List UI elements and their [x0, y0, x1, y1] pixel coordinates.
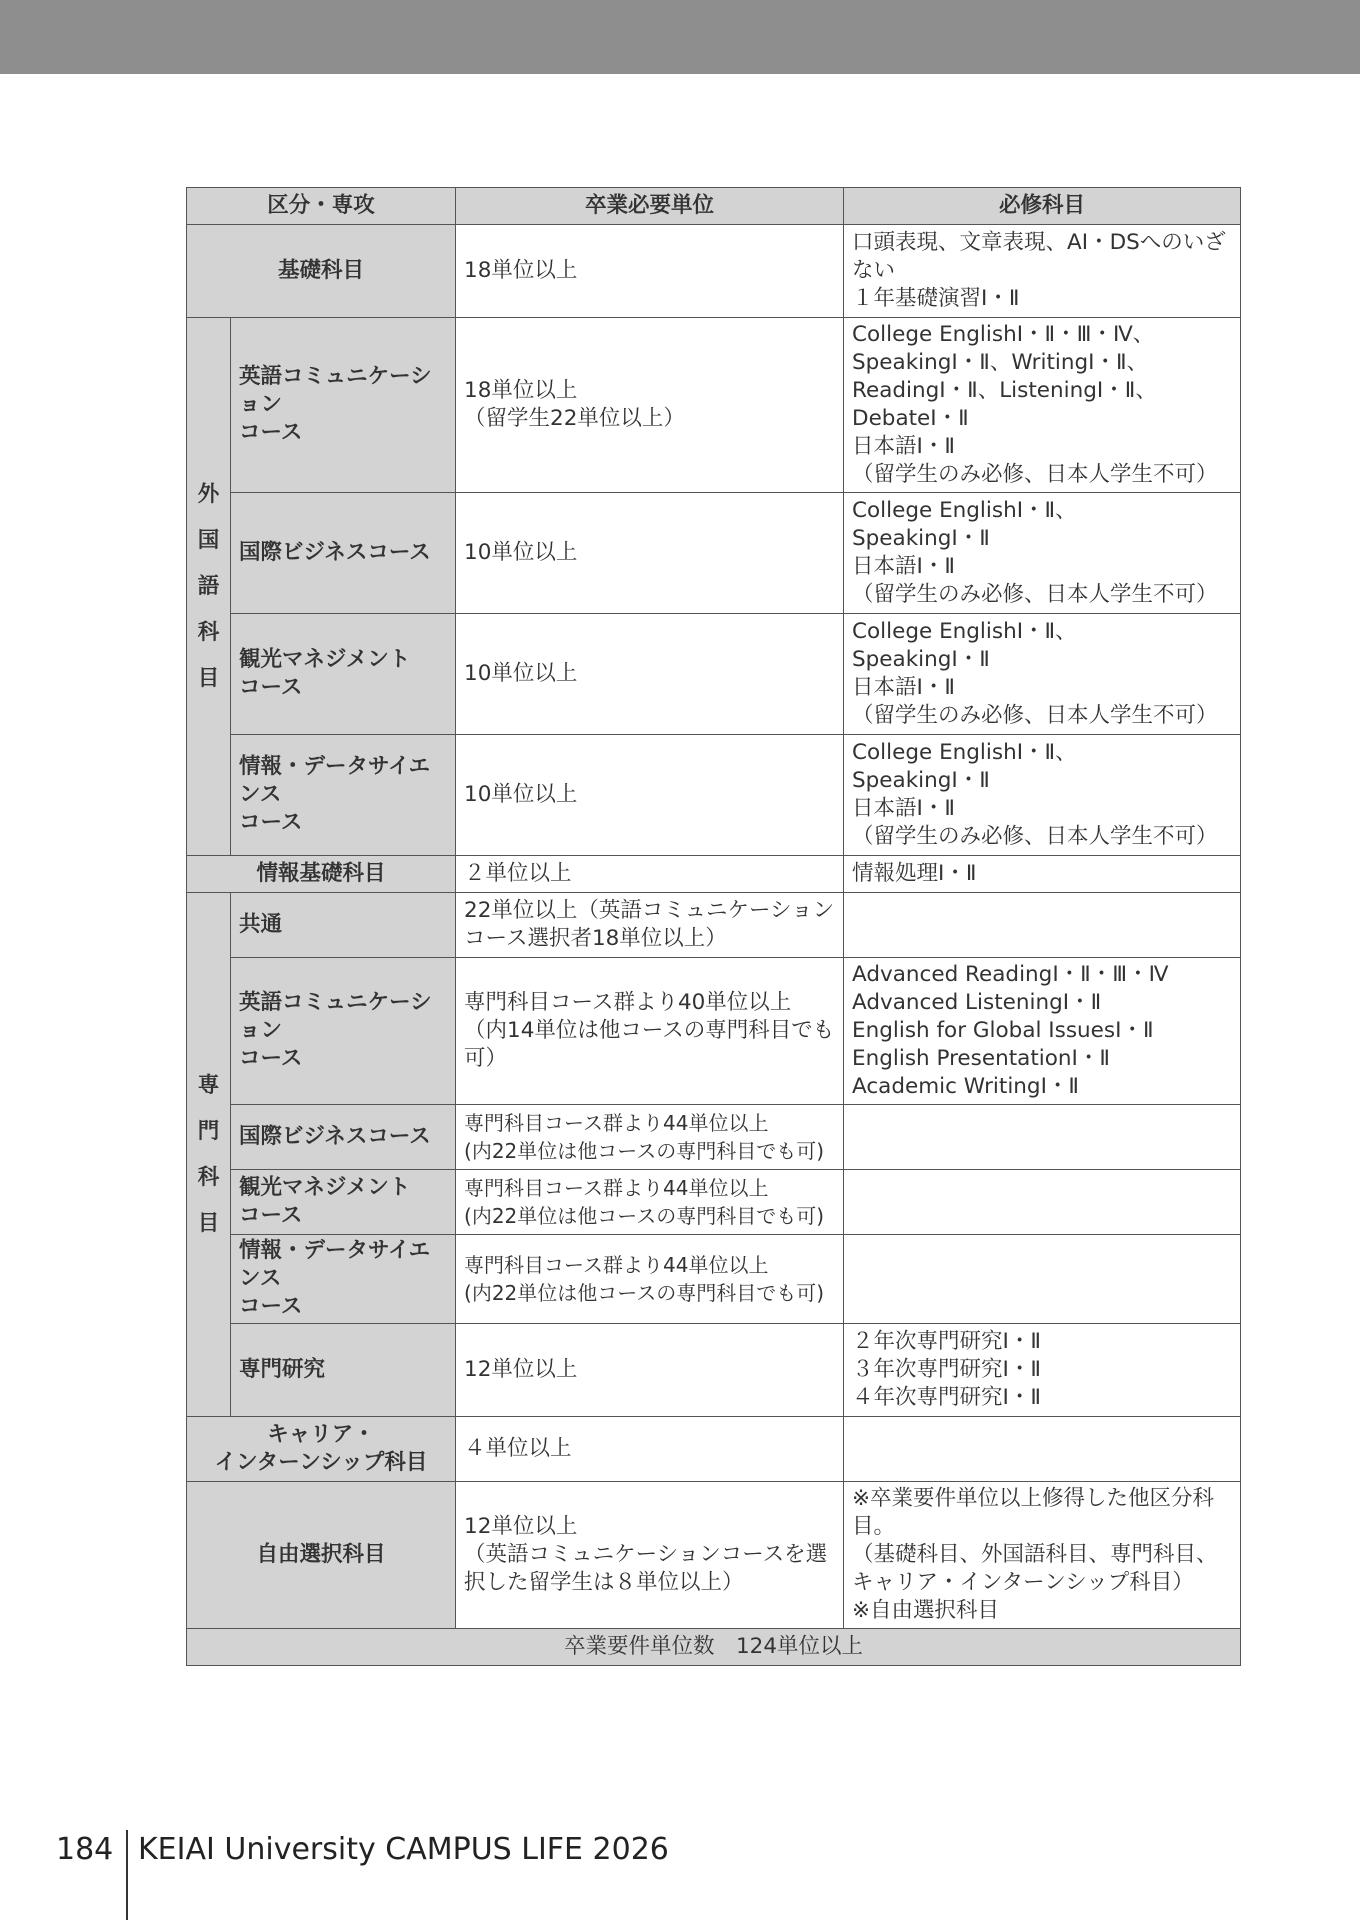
- required-cell: [844, 1417, 1241, 1482]
- course-label: 情報・データサイエンス コース: [231, 1235, 456, 1324]
- credits-cell: 10単位以上: [456, 614, 844, 735]
- credits-cell: 10単位以上: [456, 735, 844, 856]
- course-label: 英語コミュニケーション コース: [231, 318, 456, 493]
- credits-cell: ４単位以上: [456, 1417, 844, 1482]
- credits-cell: 専門科目コース群より44単位以上 (内22単位は他コースの専門科目でも可): [456, 1235, 844, 1324]
- required-cell: [844, 893, 1241, 958]
- course-label: 英語コミュニケーション コース: [231, 958, 456, 1105]
- publication-title: KEIAI University CAMPUS LIFE 2026: [138, 1832, 669, 1867]
- table-row: [187, 1482, 1241, 1629]
- total-credits: 卒業要件単位数 124単位以上: [187, 1629, 1241, 1666]
- table-row: [187, 1170, 1241, 1235]
- table-row: [187, 318, 1241, 493]
- header-credits: 卒業必要単位: [456, 188, 844, 225]
- table-total-row: [187, 1629, 1241, 1666]
- required-cell: College EnglishⅠ・Ⅱ、 SpeakingⅠ・Ⅱ 日本語Ⅰ・Ⅱ （留学生のみ必修、日本人学生不可）: [844, 493, 1241, 614]
- category-label: キャリア・ インターンシップ科目: [187, 1417, 456, 1482]
- table-row: [187, 1105, 1241, 1170]
- required-cell: 情報処理Ⅰ・Ⅱ: [844, 856, 1241, 893]
- credits-cell: 18単位以上 （留学生22単位以上）: [456, 318, 844, 493]
- table-row: [187, 225, 1241, 318]
- table-row: [187, 735, 1241, 856]
- table-row: [187, 893, 1241, 958]
- page-number: 184: [56, 1832, 114, 1867]
- category-label: 自由選択科目: [187, 1482, 456, 1629]
- credits-cell: 18単位以上: [456, 225, 844, 318]
- table-header-row: [187, 188, 1241, 225]
- header-division: 区分・専攻: [187, 188, 456, 225]
- group-label-specialized: 専 門 科 目: [187, 893, 231, 1417]
- required-cell: College EnglishⅠ・Ⅱ、 SpeakingⅠ・Ⅱ 日本語Ⅰ・Ⅱ （留学生のみ必修、日本人学生不可）: [844, 614, 1241, 735]
- required-cell: College EnglishⅠ・Ⅱ・Ⅲ・Ⅳ、 SpeakingⅠ・Ⅱ、WritingⅠ・Ⅱ、 ReadingⅠ・Ⅱ、ListeningⅠ・Ⅱ、 DebateⅠ・Ⅱ 日本語Ⅰ・Ⅱ （留学生のみ必修、日本人学生不可）: [844, 318, 1241, 493]
- required-cell: [844, 1235, 1241, 1324]
- credits-cell: ２単位以上: [456, 856, 844, 893]
- category-label: 情報基礎科目: [187, 856, 456, 893]
- course-label: 観光マネジメント コース: [231, 614, 456, 735]
- required-cell: 口頭表現、文章表現、AI・DSへのいざない １年基礎演習Ⅰ・Ⅱ: [844, 225, 1241, 318]
- table-row: [187, 1235, 1241, 1324]
- required-cell: College EnglishⅠ・Ⅱ、 SpeakingⅠ・Ⅱ 日本語Ⅰ・Ⅱ （留学生のみ必修、日本人学生不可）: [844, 735, 1241, 856]
- footer-divider: [126, 1830, 128, 1920]
- credits-cell: 12単位以上: [456, 1324, 844, 1417]
- category-label: 基礎科目: [187, 225, 456, 318]
- credits-cell: 10単位以上: [456, 493, 844, 614]
- required-cell: [844, 1170, 1241, 1235]
- table-row: [187, 958, 1241, 1105]
- course-label: 情報・データサイエンス コース: [231, 735, 456, 856]
- group-label-foreign: 外 国 語 科 目: [187, 318, 231, 856]
- credits-cell: 12単位以上 （英語コミュニケーションコースを選択した留学生は８単位以上）: [456, 1482, 844, 1629]
- course-label: 国際ビジネスコース: [231, 1105, 456, 1170]
- required-cell: ２年次専門研究Ⅰ・Ⅱ ３年次専門研究Ⅰ・Ⅱ ４年次専門研究Ⅰ・Ⅱ: [844, 1324, 1241, 1417]
- table-row: [187, 493, 1241, 614]
- credits-cell: 専門科目コース群より44単位以上 (内22単位は他コースの専門科目でも可): [456, 1105, 844, 1170]
- required-cell: ※卒業要件単位以上修得した他区分科目。 （基礎科目、外国語科目、専門科目、キャリア・インターンシップ科目） ※自由選択科目: [844, 1482, 1241, 1629]
- course-label: 観光マネジメント コース: [231, 1170, 456, 1235]
- credits-cell: 22単位以上（英語コミュニケーションコース選択者18単位以上）: [456, 893, 844, 958]
- graduation-requirements-table: [186, 187, 1241, 1666]
- table-row: [187, 1324, 1241, 1417]
- course-label: 国際ビジネスコース: [231, 493, 456, 614]
- header-band: [0, 0, 1360, 74]
- required-cell: Advanced ReadingⅠ・Ⅱ・Ⅲ・Ⅳ Advanced ListeningⅠ・Ⅱ English for Global IssuesⅠ・Ⅱ English PresentationⅠ・Ⅱ Academic WritingⅠ・Ⅱ: [844, 958, 1241, 1105]
- table-row: [187, 1417, 1241, 1482]
- credits-cell: 専門科目コース群より44単位以上 (内22単位は他コースの専門科目でも可): [456, 1170, 844, 1235]
- course-label: 専門研究: [231, 1324, 456, 1417]
- header-required: 必修科目: [844, 188, 1241, 225]
- required-cell: [844, 1105, 1241, 1170]
- table-row: [187, 614, 1241, 735]
- course-label: 共通: [231, 893, 456, 958]
- credits-cell: 専門科目コース群より40単位以上 （内14単位は他コースの専門科目でも可）: [456, 958, 844, 1105]
- table-row: [187, 856, 1241, 893]
